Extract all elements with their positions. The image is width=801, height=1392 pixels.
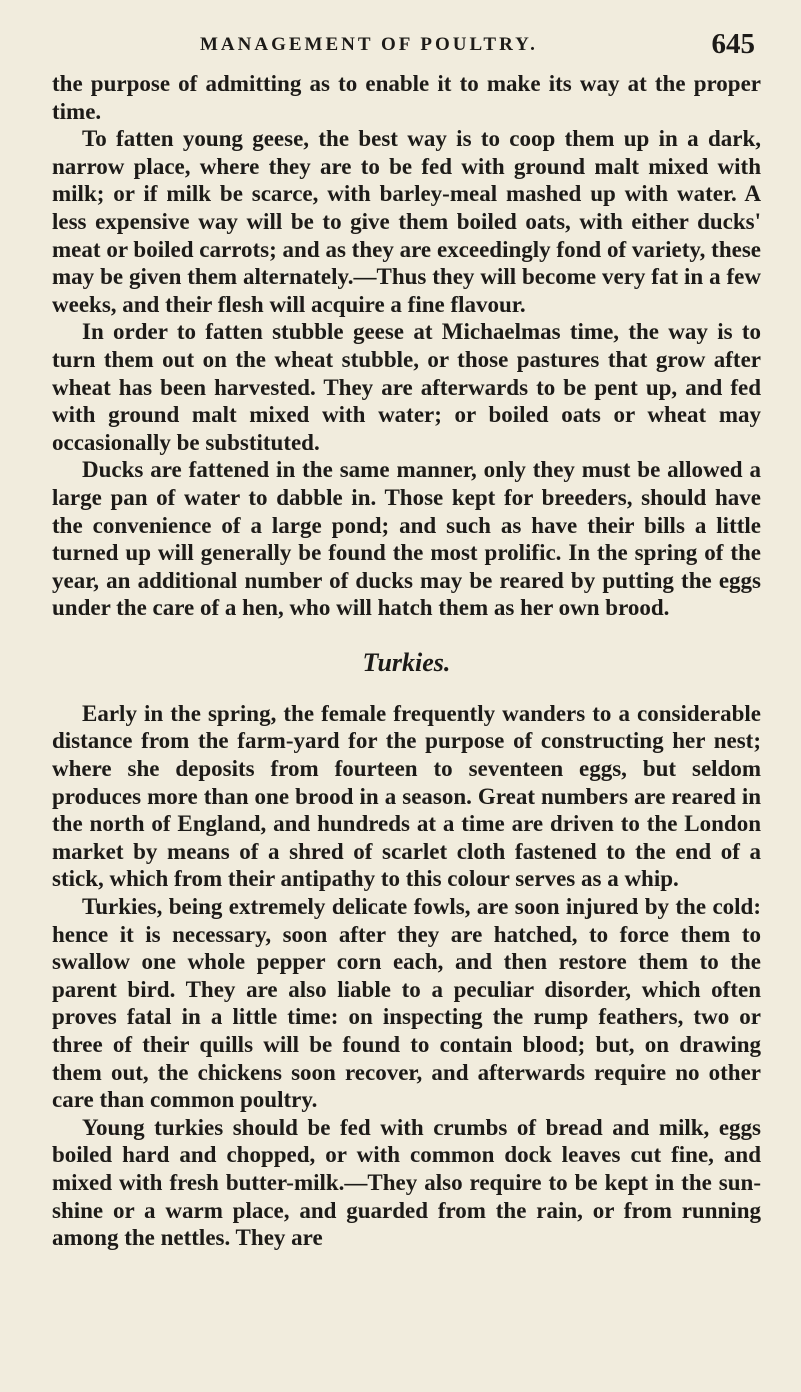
paragraph-turkies-nesting: Early in the spring, the female frequently wanders to a considerable distance from the farm-yard for the purpose of constructing her nest; where she deposits from fourteen to seventeen eggs, but seldom produces more than one brood in a season. Great numbers are reared in the north of England, and hundreds at a time are driven to the London market by means of a shred of scarlet cloth fastened to the end of a stick, which from their antipathy to this colour serves as a whip.	[52, 700, 761, 892]
page-header	[52, 30, 761, 70]
paragraph-young-turkies: Young turkies should be fed with crumbs of bread and milk, eggs boiled hard and chopped, or with common dock leaves cut fine, and mixed with fresh butter-milk.—They also require to be kept in the sun-shine or a warm place, and guarded from the rain, or from running among the nettles. They are	[52, 1114, 761, 1251]
paragraph-ducks: Ducks are fattened in the same manner, only they must be allowed a large pan of water to dabble in. Those kept for breeders, should have the convenience of a large pond; and such as have their bills a little turned up will generally be found the most prolific. In the spring of the year, an additional number of ducks may be reared by putting the eggs under the care of a hen, who will hatch them as her own brood.	[52, 457, 761, 621]
page-number: 645	[711, 28, 755, 60]
paragraph-continuation: the purpose of admitting as to enable it to make its way at the proper time.	[52, 71, 761, 124]
paragraph-stubble-geese: In order to fatten stubble geese at Michaelmas time, the way is to turn them out on the wheat stubble, or those pastures that grow after wheat has been harvested. They are afterwards to be pent up, and fed with ground malt mixed with water; or boiled oats or wheat may occasionally be substituted.	[52, 319, 761, 455]
section-title: Turkies.	[362, 647, 451, 677]
body-text	[52, 70, 761, 1252]
paragraph-fatten-young-geese: To fatten young geese, the best way is to coop them up in a dark, narrow place, where they are to be fed with ground malt mixed with milk; or if milk be scarce, with barley-meal mashed up with water. A less expensive way will be to give them boiled oats, with either ducks' meat or boiled carrots; and as they are exceedingly fond of variety, these may be given them alternately.—Thus they will become very fat in a few weeks, and their flesh will acquire a fine flavour.	[52, 126, 761, 317]
paragraph-turkies-care: Turkies, being extremely delicate fowls, are soon injured by the cold: hence it is necessary, soon after they are hatched, to force them to swallow one whole pepper corn each, and then restore them to the parent bird. They are also liable to a peculiar disorder, which often proves fatal in a little time: on inspecting the rump feathers, two or three of their quills will be found to contain blood; but, on drawing them out, the chickens soon recover, and afterwards require no other care than common poultry.	[52, 894, 761, 1113]
running-head: MANAGEMENT OF POULTRY.	[200, 34, 538, 55]
